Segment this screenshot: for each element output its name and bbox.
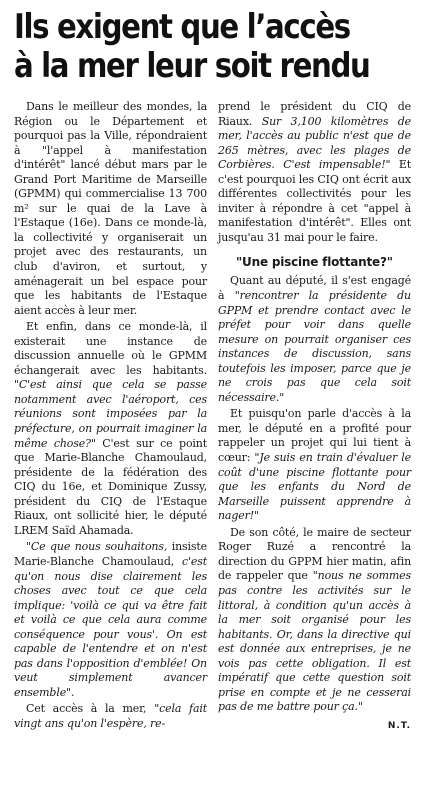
article-headline — [14, 8, 410, 86]
quote-run: "Je suis en train d'évaluer le coût d'une piscine flottante pour que les enfants du Nord de Marseille puissent apprendre à nager!" — [218, 451, 411, 523]
author-signature: N.T. — [387, 720, 411, 731]
text-run: Et puisqu'on parle d'accès à la mer, le député en a profité pour rappeler un projet qui lui tient à cœur: — [218, 407, 411, 465]
text-run: C'est sur ce point que Marie-Blanche Chamoulaud, présidente de la fédération des CIQ du 16e, et Dominique Zussy, président du CIQ de l'Estaque Riaux, ont sollicité hier, le député LREM Saïd Ahamada. — [14, 436, 207, 537]
section-subheading: "Une piscine flottante?" — [236, 255, 393, 270]
paragraph: Dans le meilleur des mondes, la Région ou le Département et pourquoi pas la Ville, répondraient à "l'appel à manifestation d'intérêt" lancé début mars par le Grand Port Maritime de Marseille (GPMM) qui commercialise 13 700 m² sur le quai de la Lave à l'Estaque (16e). Dans ce monde-là, la collectivité y organiserait un projet avec des restaurants, un club d'aviron, et surtout, y aménagerait un bel espace pour que les habitants de l'Estaque aient accès à leur mer. — [14, 100, 207, 317]
quote-run: "cela fait vingt ans qu'on l'espère, re- — [14, 702, 207, 730]
column-left — [14, 100, 207, 794]
quote-run: "nous ne sommes pas contre les activités sur le littoral, à condition qu'un accès à la mer soit organisé pour les habitants. Or, dans la directive qui est donnée aux entreprises, je ne vois pas cette obligation. Il est impératif que cette question soit prise en compte et je ne cesserai pas de me battre pour ça." — [218, 569, 411, 714]
headline-line-1: Ils exigent que l’accès — [14, 7, 350, 47]
paragraph — [218, 526, 411, 715]
paragraph — [218, 274, 411, 405]
quote-run: Sur 3,100 kilomètres de mer, l'accès au public n'est que de 265 mètres, avec les plages de Corbières. C'est impensable!" — [218, 114, 412, 172]
text-run: Et c'est pourquoi les CIQ ont écrit aux différentes collectivités pour les inviter à répondre à cet "appel à manifestation d'intérêt". Elles ont jusqu'au 31 mai pour le faire. — [218, 158, 411, 244]
quote-run: c'est qu'on nous dise clairement les choses avec tout ce que cela implique: 'voilà ce qui va être fait et voilà ce que cela aura comme conséquence pour vous'. On est capable de l'entendre et on n'est pas dans l'opposition d'emblée! On veut simplement avancer ensemble". — [14, 554, 207, 699]
text-run: Et enfin, dans ce monde-là, il existerait une instance de discussion annuelle où le GPMM échangerait avec les habitants. — [14, 320, 207, 377]
quote-run: "Ce que nous souhaitons, — [26, 540, 168, 554]
text-run: prend le président du CIQ de Riaux. — [218, 100, 411, 128]
paragraph — [218, 100, 411, 245]
text-run: Cet accès à la mer, — [26, 702, 155, 716]
headline-line-2: à la mer leur soit rendu — [14, 46, 370, 86]
quote-run: "rencontrer la présidente du GPPM et prendre contact avec le préfet pour voir dans quelle mesure on pourrait organiser ces instances de discussion, sans toutefois les imposer, parce que je ne crois pas que cela soit nécessaire." — [218, 289, 411, 404]
text-run: De son côté, le maire de secteur Roger Ruzé a rencontré la direction du GPPM hier matin, afin de rappeler que — [218, 525, 411, 583]
article-body — [14, 100, 411, 794]
text-run: Quant au député, il s'est engagé à — [218, 274, 411, 303]
paragraph — [14, 540, 207, 700]
paragraph — [218, 407, 411, 523]
text-run: insiste Marie-Blanche Chamoulaud, — [14, 540, 207, 568]
column-right — [218, 100, 411, 794]
quote-run: "C'est ainsi que cela se passe notamment avec l'aéroport, ces réunions sont imposées par la préfecture, on pourrait imaginer la même chose?" — [14, 378, 207, 450]
paragraph — [14, 702, 207, 731]
paragraph — [14, 320, 207, 538]
